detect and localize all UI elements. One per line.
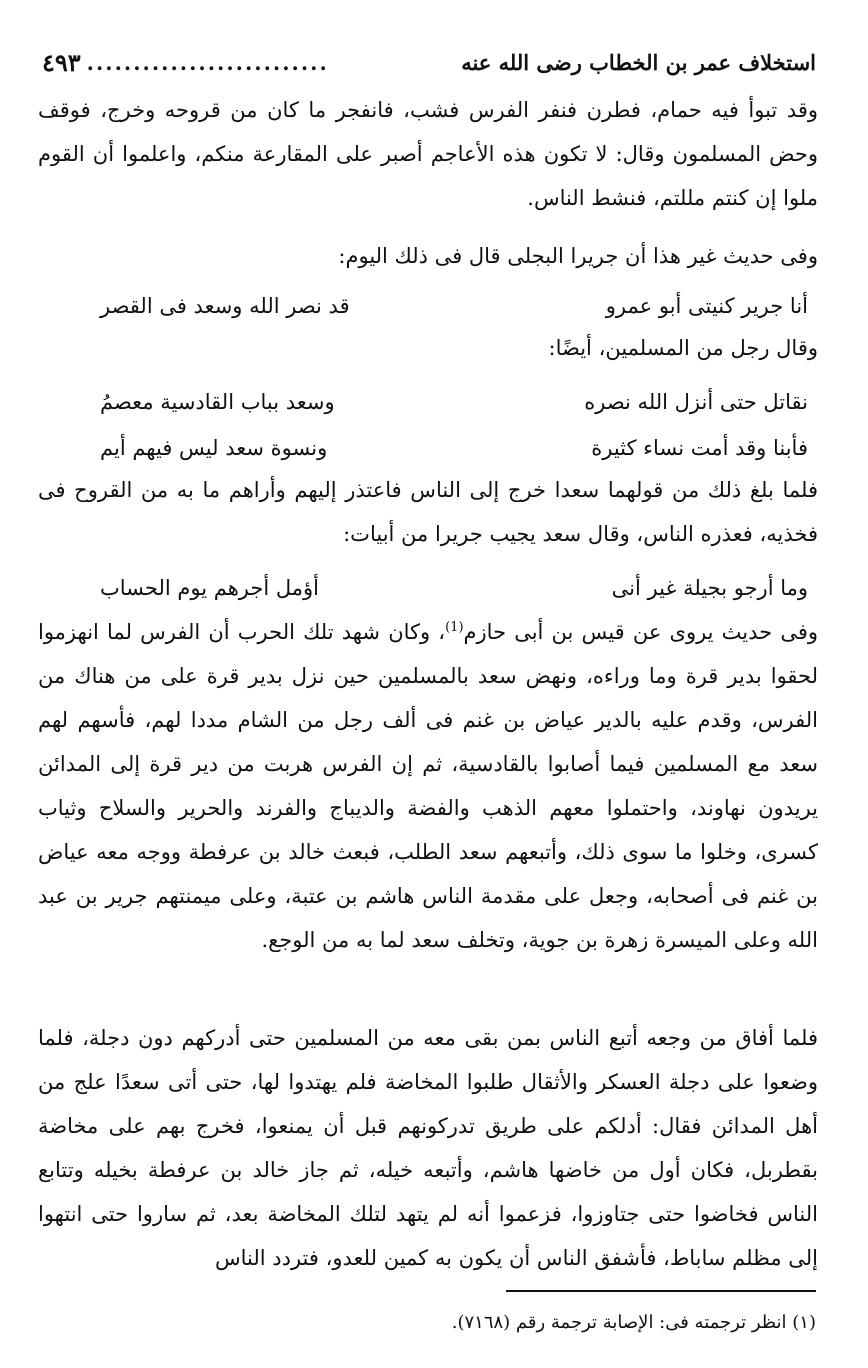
footnote-divider — [506, 1290, 816, 1292]
footnote-marker: (1) — [445, 620, 464, 635]
verse-line-1 — [100, 284, 808, 328]
verse-hemistich-first: وما أرجو بجيلة غير أنى — [611, 576, 808, 600]
footnote: (١) انظر ترجمته فى: الإصابة ترجمة رقم (٧١٦٨). — [451, 1312, 816, 1333]
paragraph-6 — [38, 1016, 818, 1280]
verse-hemistich-second: أؤمل أجرهم يوم الحساب — [100, 576, 319, 600]
paragraph-1 — [38, 88, 818, 220]
paragraph-text: فلما بلغ ذلك من قولهما سعدا خرج إلى الناس فاعتذر إليهم وأراهم ما به من القروح فى فخذيه، فعذره الناس، وقال سعد يجيب جريرا من أبيات: — [38, 478, 818, 546]
paragraph-4 — [38, 468, 818, 556]
paragraph-text-continued: ، وكان شهد تلك الحرب أن الفرس لما انهزموا لحقوا بدير قرة وما وراءه، ونهض سعد بالمسلمين حين نزل بدير قرة على من هناك من الفرس، وقدم عليه بالدير عياض بن غنم فى ألف رجل من الشام مددا لهم، فأسهم لهم سعد مع المسلمين فيما أصابوا بالقادسية، ثم إن الفرس هربت من دير قرة إلى المدائن يريدون نهاوند، واحتملوا معهم الذهب والفضة والديباج والفرند والحرير والسلاح وثياب كسرى، وخلوا ما سوى ذلك، وأتبعهم سعد الطلب، فبعث خالد بن عرفطة ووجه معه عياض بن غنم فى أصحابه، وجعل على مقدمة الناس هاشم بن عتبة، وعلى ميمنتهم جرير بن عبد الله وعلى الميسرة زهرة بن جوية، وتخلف سعد لما به من الوجع. — [38, 620, 818, 952]
verse-line-4 — [100, 566, 808, 610]
paragraph-text: وفى حديث غير هذا أن جريرا البجلى قال فى ذلك اليوم: — [338, 244, 818, 268]
page-number: ٤٩٣ — [42, 47, 81, 77]
running-title: استخلاف عمر بن الخطاب رضى الله عنه — [461, 49, 816, 75]
paragraph-text: وقد تبوأ فيه حمام، فطرن فنفر الفرس فشب، فانفجر ما كان من قروحه وخرج، فوقف وحض المسلمون وقال: لا تكون هذه الأعاجم أصبر على المقارعة منكم، واعلموا أن القوم ملوا إن كنتم مللتم، فنشط الناس. — [38, 98, 818, 210]
verse-hemistich-first: فأبنا وقد أمت نساء كثيرة — [591, 436, 808, 460]
paragraph-2 — [38, 234, 818, 278]
paragraph-text: وفى حديث يروى عن قيس بن أبى حازم — [463, 620, 818, 644]
paragraph-3 — [38, 326, 818, 370]
page-header — [42, 42, 816, 82]
verse-line-3 — [100, 426, 808, 470]
verse-hemistich-second: قد نصر الله وسعد فى القصر — [100, 294, 350, 318]
verse-hemistich-first: نقاتل حتى أنزل الله نصره — [584, 390, 808, 414]
paragraph-5 — [38, 606, 818, 962]
verse-hemistich-second: ونسوة سعد ليس فيهم أيم — [100, 436, 328, 460]
verse-hemistich-second: وسعد بباب القادسية معصمُ — [100, 390, 335, 414]
verse-hemistich-first: أنا جرير كنيتى أبو عمرو — [605, 294, 808, 318]
paragraph-text: وقال رجل من المسلمين، أيضًا: — [548, 336, 818, 360]
leader-dots: .......................... — [86, 49, 329, 75]
paragraph-text: فلما أفاق من وجعه أتبع الناس بمن بقى معه من المسلمين حتى أدركهم دون دجلة، فلما وضعوا على دجلة العسكر والأثقال طلبوا المخاضة فلم يهتدوا لها، حتى أتى سعدًا علج من أهل المدائن فقال: أدلكم على طريق تدركونهم قبل أن يمنعوا، فخرج بهم على مخاضة بقطربل، فكان أول من خاضها هاشم، وأتبعه خيله، ثم جاز خالد بن عرفطة بخيله وتتابع الناس فخاضوا حتى جتاوزوا، فزعموا أنه لم يتهد لتلك المخاضة بعد، ثم ساروا حتى انتهوا إلى مظلم ساباط، فأشفق الناس أن يكون به كمين للعدو، فتردد الناس — [38, 1026, 818, 1270]
verse-line-2 — [100, 380, 808, 424]
